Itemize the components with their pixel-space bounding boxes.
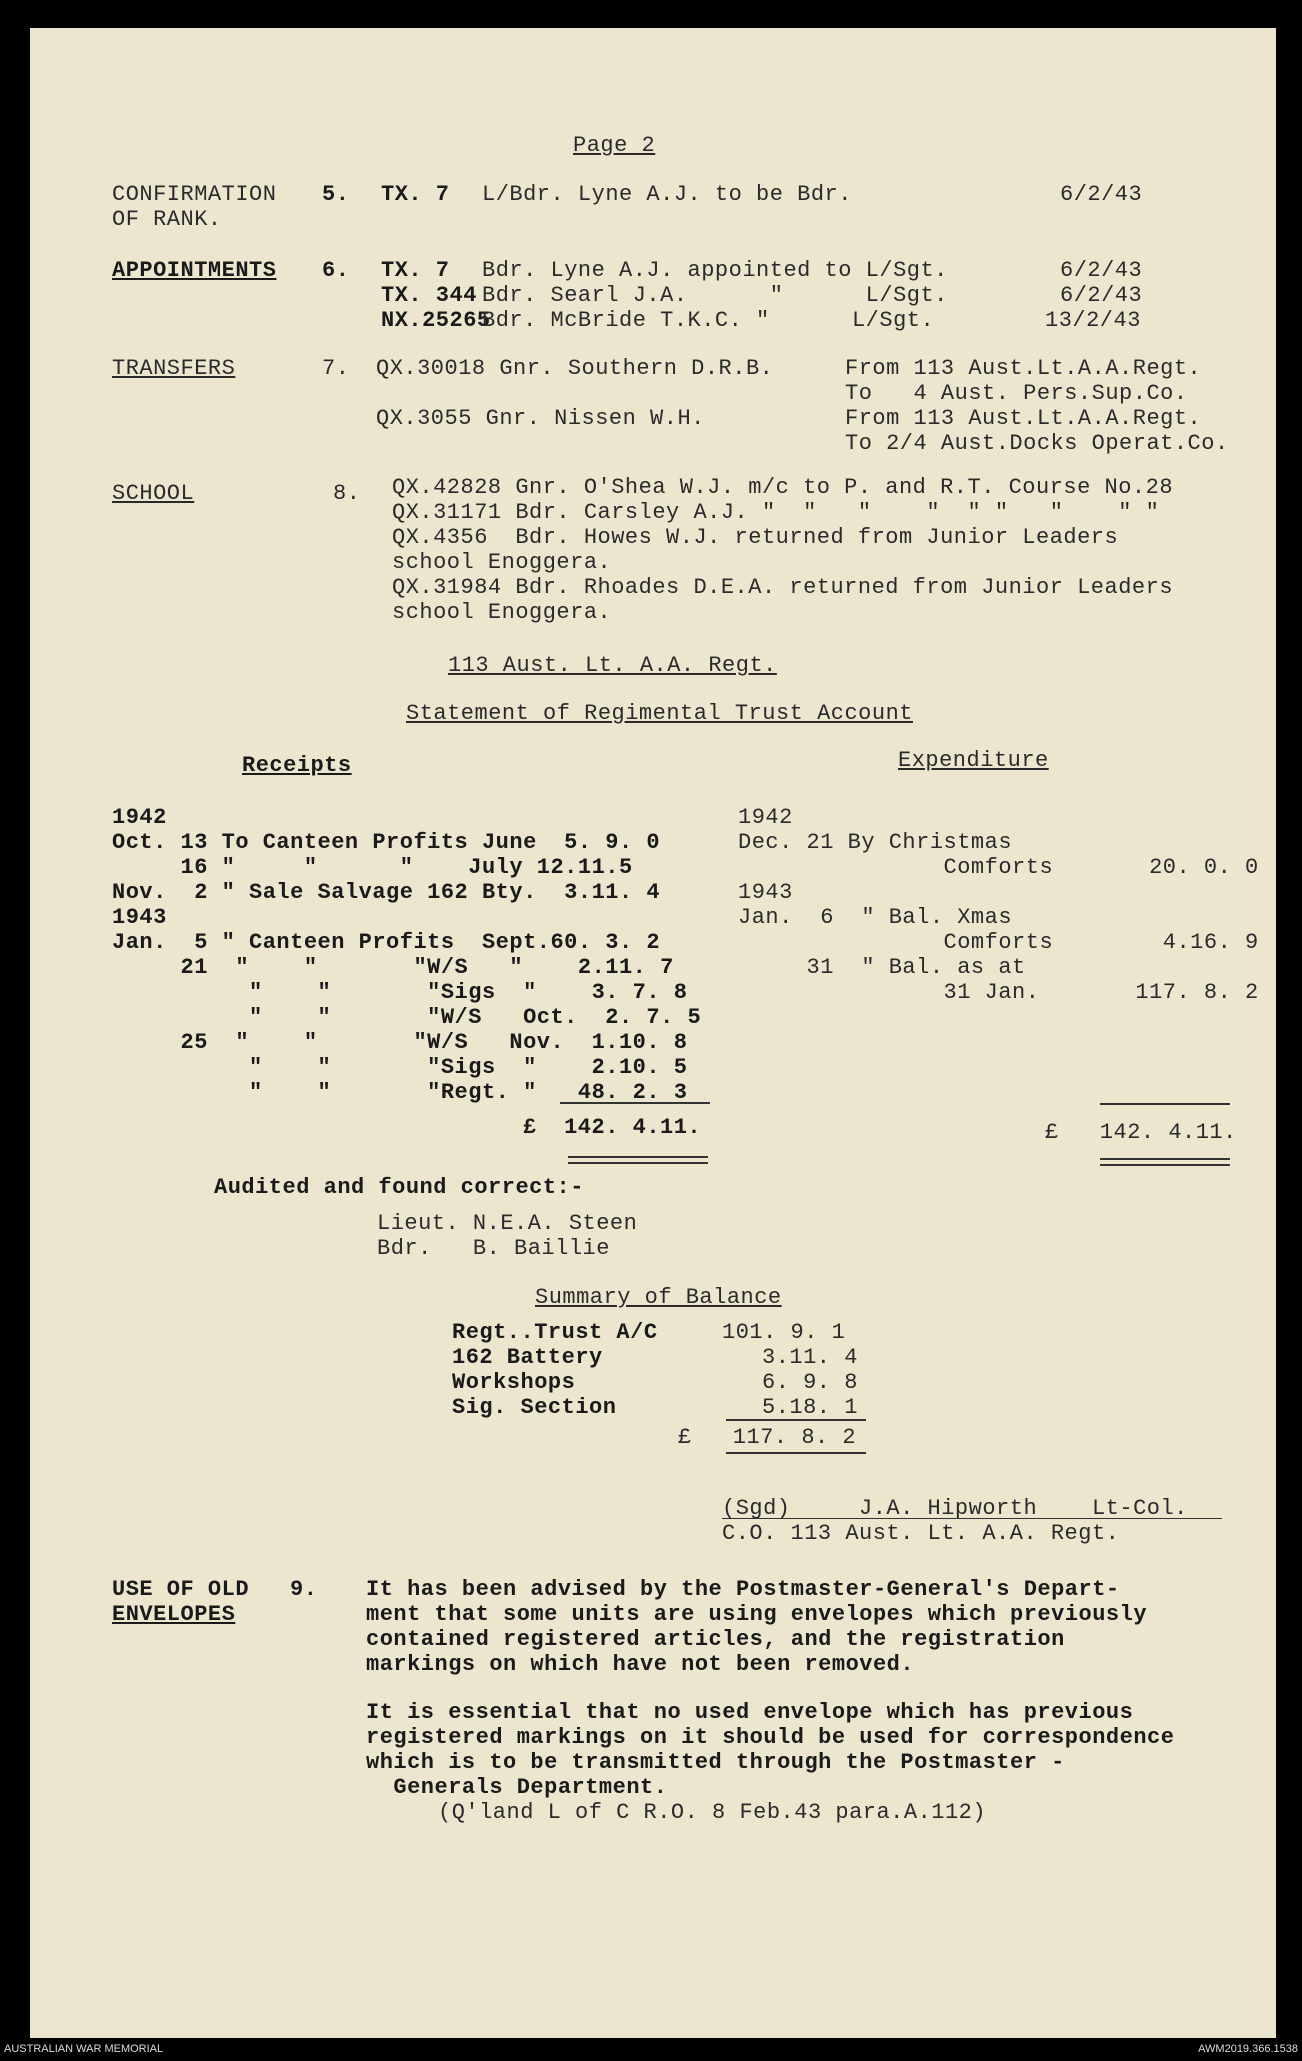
transfers-heading: TRANSFERS (112, 356, 236, 381)
expenditure-total: £ 142. 4.11. (1045, 1120, 1237, 1145)
envelopes-heading-line1: USE OF OLD (112, 1577, 250, 1602)
transfer-right: To 4 Aust. Pers.Sup.Co. (845, 381, 1188, 406)
audit-heading: Audited and found correct:- (214, 1175, 584, 1200)
summary-label: Sig. Section (452, 1395, 617, 1420)
footer-left: AUSTRALIAN WAR MEMORIAL (4, 2043, 164, 2055)
appointment-line-date: 6/2/43 (1060, 283, 1143, 308)
receipt-line: Oct. 13 To Canteen Profits June 5. 9. 0 (112, 830, 661, 855)
school-line: QX.4356 Bdr. Howes W.J. returned from Junior Leaders (392, 525, 1119, 550)
confirmation-line-text: L/Bdr. Lyne A.J. to be Bdr. (482, 182, 852, 207)
transfer-left: QX.30018 Gnr. Southern D.R.B. (376, 356, 774, 381)
expenditure-double-rule (1100, 1158, 1230, 1160)
school-heading: SCHOOL (112, 481, 195, 506)
expenditure-line: Dec. 21 By Christmas (738, 830, 1013, 855)
appointment-line-text: Bdr. McBride T.K.C. " L/Sgt. (482, 308, 935, 333)
receipts-double-rule (568, 1162, 708, 1164)
appointment-line-text: Bdr. Searl J.A. " L/Sgt. (482, 283, 948, 308)
summary-title: Summary of Balance (535, 1285, 782, 1310)
school-line: QX.42828 Gnr. O'Shea W.J. m/c to P. and R.T. Course No.28 (392, 475, 1174, 500)
receipt-line: " " "Sigs " 3. 7. 8 (112, 980, 688, 1005)
receipts-double-rule (568, 1156, 708, 1158)
receipt-line: 21 " " "W/S " 2.11. 7 (112, 955, 674, 980)
receipt-line: " " "Sigs " 2.10. 5 (112, 1055, 688, 1080)
expenditure-heading: Expenditure (898, 748, 1049, 773)
transfer-left: QX.3055 Gnr. Nissen W.H. (376, 406, 705, 431)
summary-value: 3.11. 4 (762, 1345, 858, 1370)
trust-title: Statement of Regimental Trust Account (406, 701, 913, 726)
signature-line: C.O. 113 Aust. Lt. A.A. Regt. (722, 1521, 1120, 1546)
receipt-line: " " "Regt. " 48. 2. 3 (112, 1080, 688, 1105)
receipts-rule (560, 1102, 710, 1104)
appointment-line-date: 13/2/43 (1045, 308, 1141, 333)
summary-label: 162 Battery (452, 1345, 603, 1370)
confirmation-heading: CONFIRMATION OF RANK. (112, 182, 277, 232)
envelopes-number: 9. (290, 1577, 318, 1602)
auditor: Lieut. N.E.A. Steen (377, 1211, 638, 1236)
expenditure-line: 1942 (738, 805, 793, 830)
summary-rule (726, 1419, 866, 1421)
trust-unit: 113 Aust. Lt. A.A. Regt. (448, 653, 777, 678)
envelopes-para1-line: It has been advised by the Postmaster-General's Depart- (366, 1577, 1120, 1602)
envelopes-para2-line: It is essential that no used envelope which has previous (366, 1700, 1134, 1725)
envelopes-para1-line: markings on which have not been removed. (366, 1652, 915, 1677)
expenditure-line: Comforts 4.16. 9 (738, 930, 1259, 955)
receipt-line: 25 " " "W/S Nov. 1.10. 8 (112, 1030, 688, 1055)
envelopes-para2-line: which is to be transmitted through the Postmaster - (366, 1750, 1065, 1775)
summary-value: 6. 9. 8 (762, 1370, 858, 1395)
expenditure-line: 31 Jan. 117. 8. 2 (738, 980, 1259, 1005)
signature-line: (Sgd) J.A. Hipworth Lt-Col. (722, 1496, 1188, 1521)
appointment-line-text: Bdr. Lyne A.J. appointed to L/Sgt. (482, 258, 948, 283)
receipt-line: Jan. 5 " Canteen Profits Sept.60. 3. 2 (112, 930, 661, 955)
receipts-total: £ 142. 4.11. (523, 1115, 702, 1140)
envelopes-para1-line: contained registered articles, and the registration (366, 1627, 1065, 1652)
expenditure-line: 1943 (738, 880, 793, 905)
transfer-right: To 2/4 Aust.Docks Operat.Co. (845, 431, 1229, 456)
summary-label: Regt..Trust A/C (452, 1320, 658, 1345)
receipt-line: Nov. 2 " Sale Salvage 162 Bty. 3.11. 4 (112, 880, 661, 905)
school-line: QX.31984 Bdr. Rhoades D.E.A. returned from Junior Leaders (392, 575, 1174, 600)
receipt-line: 1943 (112, 905, 167, 930)
summary-value: 101. 9. 1 (722, 1320, 846, 1345)
confirmation-line-no: TX. 7 (381, 182, 450, 207)
envelopes-para1-line: ment that some units are using envelopes which previously (366, 1602, 1148, 1627)
transfers-number: 7. (322, 356, 350, 381)
summary-bottom-rule (726, 1452, 866, 1454)
receipt-line: 1942 (112, 805, 167, 830)
signature-rule (722, 1518, 1222, 1519)
receipt-line: " " "W/S Oct. 2. 7. 5 (112, 1005, 702, 1030)
envelopes-para2-line: Generals Department. (366, 1775, 668, 1800)
appointment-line-no: TX. 344 (381, 283, 477, 308)
expenditure-rule (1100, 1103, 1230, 1105)
school-line: school Enoggera. (392, 550, 612, 575)
appointment-line-date: 6/2/43 (1060, 258, 1143, 283)
summary-value: 5.18. 1 (762, 1395, 858, 1420)
appointments-number: 6. (322, 258, 350, 283)
confirmation-number: 5. (322, 182, 350, 207)
auditor: Bdr. B. Baillie (377, 1236, 610, 1261)
school-line: school Enoggera. (392, 600, 612, 625)
page-title: Page 2 (573, 133, 656, 158)
envelopes-heading-line2: ENVELOPES (112, 1602, 236, 1627)
appointment-line-no: NX.25265 (381, 308, 491, 333)
transfer-right: From 113 Aust.Lt.A.A.Regt. (845, 406, 1202, 431)
expenditure-line: 31 " Bal. as at (738, 955, 1026, 980)
footer-right: AWM2019.366.1538 (1198, 2043, 1298, 2055)
school-number: 8. (333, 481, 361, 506)
receipts-heading: Receipts (242, 753, 352, 778)
expenditure-line: Comforts 20. 0. 0 (738, 855, 1259, 880)
school-line: QX.31171 Bdr. Carsley A.J. " " " " " " " " " (392, 500, 1160, 525)
appointment-line-no: TX. 7 (381, 258, 450, 283)
expenditure-double-rule (1100, 1164, 1230, 1166)
confirmation-line-date: 6/2/43 (1060, 182, 1143, 207)
envelopes-para2-line: registered markings on it should be used for correspondence (366, 1725, 1175, 1750)
transfer-right: From 113 Aust.Lt.A.A.Regt. (845, 356, 1202, 381)
summary-label: Workshops (452, 1370, 576, 1395)
summary-total: £ 117. 8. 2 (678, 1425, 857, 1450)
expenditure-line: Jan. 6 " Bal. Xmas (738, 905, 1013, 930)
receipt-line: 16 " " " July 12.11.5 (112, 855, 633, 880)
envelopes-reference: (Q'land L of C R.O. 8 Feb.43 para.A.112) (438, 1800, 987, 1825)
appointments-heading: APPOINTMENTS (112, 258, 277, 283)
